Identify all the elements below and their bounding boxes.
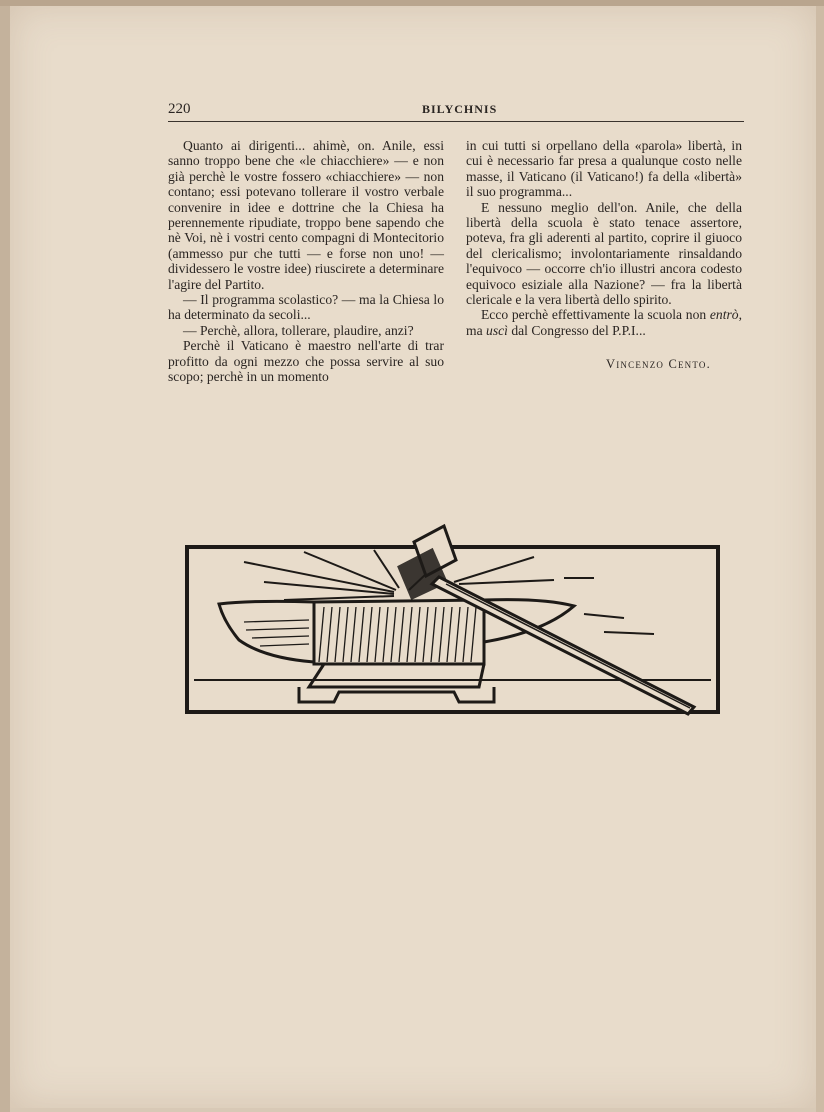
left-column xyxy=(168,138,444,385)
header-rule xyxy=(168,121,744,122)
text-run: Ecco perchè effettivamente la scuola non xyxy=(481,307,710,323)
hammer-anvil-woodcut xyxy=(184,522,721,716)
paragraph: in cui tutti si orpellano della «parola» libertà, in cui è necessario far presa a qualunque costo nelle masse, il Vaticano (il Vaticano!) fa della «libertà» il suo programma... xyxy=(466,138,742,200)
emphasis-entro: entrò xyxy=(709,307,739,323)
paragraph: — Perchè, allora, tollerare, plaudire, anzi? xyxy=(183,322,414,338)
text-run: dal Congresso del P.P.I... xyxy=(507,322,646,338)
page-top-edge xyxy=(0,0,824,6)
running-head: BILYCHNIS xyxy=(422,102,498,116)
paragraph: Quanto ai dirigenti... ahimè, on. Anile, essi sanno troppo bene che «le chiacchiere» — e non già perchè le vostre fossero «chiacchiere» — non contano; essi potevano tollerare il vostro verbale convenire in idee e dottrine che la Chiesa ha perennemente ripudiate, troppo bene sapendo che nè Voi, nè i vostri cento compagni di Montecitorio (ammesso pur che tutti — e forse non uno! — dividessero le vostre idee) riuscirete a determinare l'agire del Partito. xyxy=(168,138,444,292)
page-left-edge xyxy=(0,0,10,1112)
page-number: 220 xyxy=(168,101,191,117)
emphasis-usci: uscì xyxy=(486,322,508,338)
author-signature: Vincenzo Cento. xyxy=(606,357,711,371)
paragraph: E nessuno meglio dell'on. Anile, che della libertà della scuola è stato tenace assertore, poteva, fra gli aderenti al partito, coprire il giuoco del clericalismo; involontariamente rinsaldando l'equivoco — occorre ch'io illustri ancora codesto equivoco esiziale alla Nazione? — fra la libertà clericale e la vera libertà dello spirito. xyxy=(466,199,742,308)
page-right-edge xyxy=(816,0,824,1112)
paragraph xyxy=(466,307,742,338)
paragraph: Perchè il Vaticano è maestro nell'arte di trar profitto da ogni mezzo che possa servire al suo scopo; perchè in un momento xyxy=(168,338,444,385)
text-run: , ma xyxy=(466,307,742,338)
right-column xyxy=(466,138,742,338)
paragraph: — Il programma scolastico? — ma la Chiesa lo ha determinato da secoli... xyxy=(168,292,444,323)
